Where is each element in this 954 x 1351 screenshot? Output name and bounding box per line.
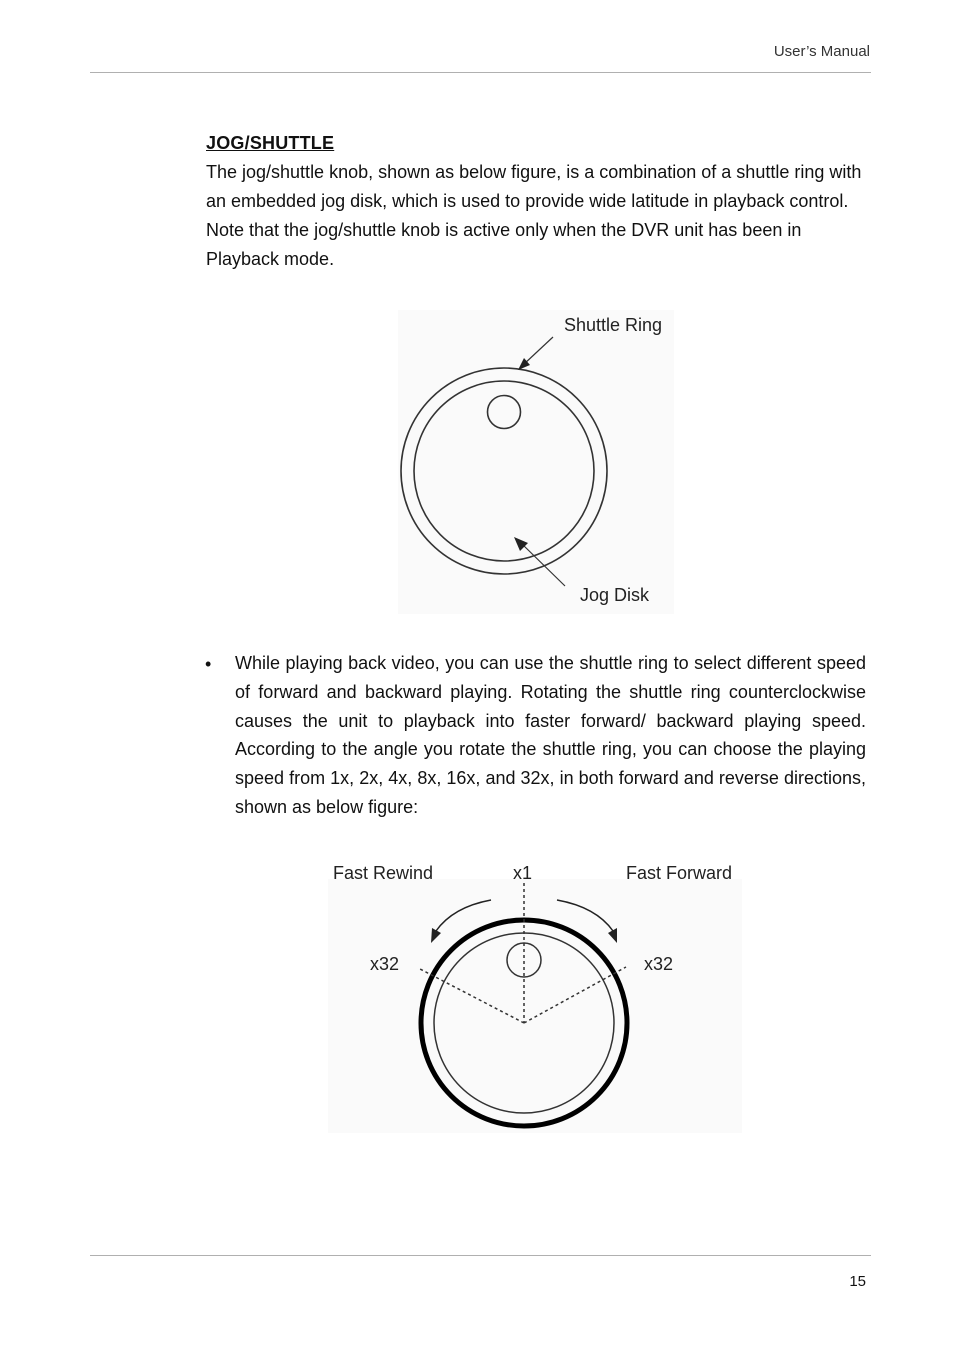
left-x32-label: x32 <box>370 954 400 974</box>
intro-paragraph: The jog/shuttle knob, shown as below figure, is a combination of a shuttle ring with an embedded jog disk, which is used to provide wide latitude in playback control. Note that the jog/shuttle knob is active only when the DVR unit has been in Playback mode. <box>206 162 862 269</box>
x1-label: x1 <box>513 863 533 883</box>
jog-disk-label: Jog Disk <box>580 585 650 605</box>
page-number: 15 <box>849 1273 866 1290</box>
figure-background <box>328 879 742 1133</box>
footer-rule <box>90 1255 871 1256</box>
header-rule <box>90 72 871 73</box>
bullet-marker: • <box>205 654 212 674</box>
jog-shuttle-figure <box>398 310 674 614</box>
section-title: JOG/SHUTTLE <box>206 133 335 153</box>
right-x32-label: x32 <box>644 954 674 974</box>
bullet-paragraph: While playing back video, you can use the shuttle ring to select different speed of forward and backward playing. Rotating the shuttle ring counterclockwise causes the unit to playback into faster forward/ backward playing speed. According to the angle you rotate the shuttle ring, you can choose the playing speed from 1x, 2x, 4x, 8x, 16x, and 32x, in both forward and reverse directions, shown as below figure: <box>235 653 866 817</box>
playback-speed-figure <box>328 855 742 1133</box>
fast-rewind-label: Fast Rewind <box>333 863 434 883</box>
running-header: User’s Manual <box>773 43 870 60</box>
shuttle-ring-label: Shuttle Ring <box>564 315 663 335</box>
fast-forward-label: Fast Forward <box>626 863 733 883</box>
